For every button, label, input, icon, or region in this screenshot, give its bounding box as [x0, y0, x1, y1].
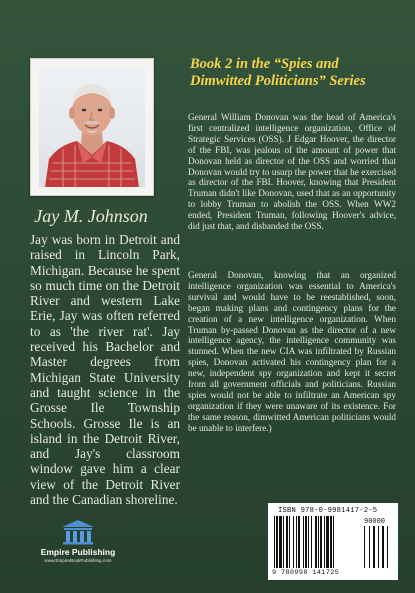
- barcode-bar: [324, 516, 325, 568]
- author-portrait-image: [39, 67, 145, 187]
- barcode-bar: [293, 516, 294, 568]
- barcode-bar: [330, 516, 332, 568]
- barcode-bar: [296, 516, 297, 568]
- author-photo: [39, 67, 145, 187]
- ean-digits: 9 780998 141725: [272, 569, 340, 577]
- barcode-bar: [274, 516, 275, 568]
- price-code: 90000: [364, 518, 386, 526]
- publisher-name: Empire Publishing: [40, 547, 116, 557]
- author-bio: Jay was born in Detroit and raised in Lincoln Park, Michigan. Because he spent so much time on the Detroit River and western Lake Erie, Jay was often referred to as 'the river rat'. Jay received his Bachelor and Master degrees from Michigan State University and taught science in the Grosse Ile Township Schools. Grosse Ile is an island in the Detroit River, and Jay's classroom window gave him a clear view of the Detroit River and the Canadian shoreline.: [30, 232, 180, 508]
- barcode-bar: [387, 526, 388, 568]
- author-name: Jay M. Johnson: [34, 206, 148, 226]
- barcode-bar: [303, 516, 304, 568]
- description-paragraph-2: General Donovan, knowing that an organized intelligence organization was essential to America's survival and would have to be reestablished, soon, began making plans and contingency plans for the creation of a new intelligence organization. When Truman by-passed Donovan as the director of a new intelligence agency, the intelligence community was stunned. When the new CIA was infiltrated by Russian spies, Donovan activated his contingency plan for a new, independent spy organization and kept it secret from all government officials and politicians. Russian spies would not be able to infiltrate an American spy organization if they were unaware of its existence. For the same reason, dimwitted American politicians would be unable to interfere.): [188, 270, 396, 433]
- description-paragraph-1: General William Donovan was the head of America's first centralized intelligence organization, Office of Strategic Services (OSS). J Edgar Hoover, the director of the FBI, was jealous of the amount of power that Donovan held as director of the OSS and worried that Donovan would try to usurp the power that he exercised as director of the FBI. Hoover, knowing that President Truman didn't like Donovan, used that as an opportunity to lobby Truman to abolish the OSS. When WW2 ended, President Truman, following Hoover's advice, did just that, and disbanded the OSS.: [188, 112, 396, 232]
- barcode-bar: [276, 516, 278, 568]
- author-photo-frame: [30, 58, 154, 196]
- barcode-bar: [320, 516, 322, 568]
- barcode-bar: [311, 516, 312, 568]
- barcode-bar: [326, 516, 329, 568]
- barcode-bar: [378, 526, 379, 568]
- publisher-url: www.EmpireBookPublishing.com: [44, 558, 112, 563]
- barcode-bar: [382, 526, 384, 568]
- empire-pillars-icon: [58, 519, 98, 545]
- isbn-barcode: [268, 503, 398, 580]
- barcode-bar: [289, 516, 290, 568]
- barcode-bar: [308, 516, 309, 568]
- barcode-bar: [305, 516, 307, 568]
- barcode-bar: [279, 516, 282, 568]
- barcode-bar: [333, 516, 334, 568]
- series-heading: Book 2 in the “Spies and Dimwitted Politicians” Series: [190, 56, 366, 89]
- barcode-bar: [369, 526, 370, 568]
- isbn-number: ISBN 978-0-9981417-2-5: [278, 507, 378, 515]
- publisher-logo: [28, 519, 128, 569]
- barcode-bar: [373, 526, 375, 568]
- barcode-bar: [315, 516, 317, 568]
- barcode-bar: [283, 516, 284, 568]
- barcode-bar: [286, 516, 288, 568]
- barcode-bar: [364, 526, 365, 568]
- barcode-bar: [318, 516, 319, 568]
- barcode-bar: [298, 516, 300, 568]
